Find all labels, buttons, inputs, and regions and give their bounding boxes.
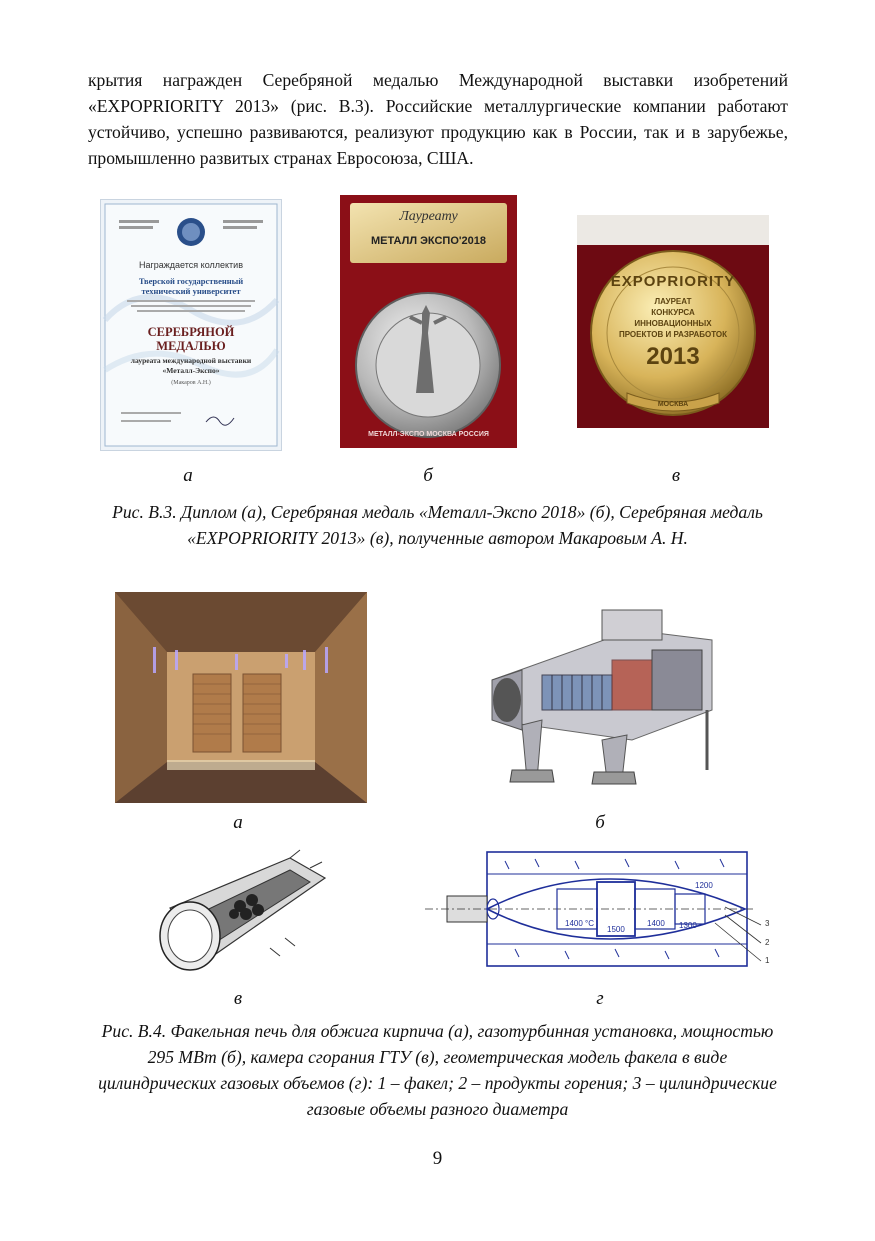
callout-2: 2 — [765, 938, 770, 947]
combustion-chamber-image — [150, 848, 330, 976]
diploma-org: Тверской государственный технический университет — [138, 276, 244, 296]
diploma-award: СЕРЕБРЯНОЙ МЕДАЛЬЮ — [147, 325, 235, 353]
diploma-heading: Награждается коллектив — [138, 260, 243, 270]
diploma-author: (Макаров А.Н.) — [171, 380, 211, 386]
brick-kiln-photo — [115, 592, 367, 803]
medal-c-year: 2013 — [646, 343, 700, 370]
medal-c-line1: ЛАУРЕАТ — [654, 297, 692, 306]
page-number: 9 — [432, 1148, 443, 1169]
medal-plaque-top: Лауреату — [399, 209, 458, 224]
callout-3: 3 — [765, 919, 770, 928]
medal-c-line2: КОНКУРСА — [651, 308, 695, 317]
gas-turbine-image — [482, 590, 724, 790]
metall-expo-medal-image — [340, 195, 517, 448]
diploma-image — [100, 199, 282, 451]
figure-b4-caption: Рис. В.4. Факельная печь для обжига кирпича (а), газотурбинная установка, мощностью 295 МВт (б), камера сгорания ГТУ (в), геометрическая модель факела в виде цилиндрических газовых объемов (г): 1 – факел; 2 – продукты горения; 3 – цилиндрические газовые объемы разного диаметра — [98, 1021, 777, 1119]
figure-b3-label-c: в — [671, 465, 681, 486]
medal-c-arc-text: EXPOPRIORITY — [610, 273, 736, 290]
figure-b4-label-d: г — [596, 988, 604, 1009]
figure-b3-label-b: б — [423, 465, 433, 486]
temp-label-1400: 1400 — [647, 919, 665, 928]
callout-1: 1 — [765, 956, 770, 965]
diploma-laureate: лауреата международной выставки — [130, 356, 252, 365]
temp-label-1200: 1200 — [695, 881, 713, 890]
temp-label-1300: 1300 — [679, 921, 697, 930]
figure-b4-label-c: в — [233, 988, 243, 1009]
temp-label-1400c: 1400 °C — [565, 919, 594, 928]
temp-label-1500: 1500 — [607, 925, 625, 934]
medal-c-line4: ПРОЕКТОВ И РАЗРАБОТОК — [618, 330, 728, 339]
medal-ring-text: МЕТАЛЛ-ЭКСПО МОСКВА РОССИЯ — [368, 431, 489, 438]
body-paragraph: крытия награжден Серебряной медалью Международной выставки изобретений «EXPOPRIORITY 2013» (рис. В.3). Российские металлургические компании работают устойчиво, успешно развиваются, реализуют продукцию как в России, так и в зарубежье, промышленно развитых странах Евросоюза, США. — [88, 70, 788, 168]
medal-c-line3: ИННОВАЦИОННЫХ — [634, 319, 712, 328]
figure-b4-label-a: а — [233, 812, 243, 833]
medal-plaque-bottom: МЕТАЛЛ ЭКСПО'2018 — [371, 235, 486, 247]
expopriority-medal-image — [577, 215, 769, 428]
figure-b3-label-a: а — [183, 465, 193, 486]
diploma-exhibition: «Металл-Экспо» — [162, 366, 220, 375]
flame-model-diagram — [425, 849, 785, 971]
figure-b4-label-b: б — [595, 812, 605, 833]
medal-c-ribbon: МОСКВА — [657, 401, 689, 408]
figure-b3-caption: Рис. В.3. Диплом (а), Серебряная медаль «Металл-Экспо 2018» (б), Серебряная медаль «EXPOPRIORITY 2013» (в), полученные автором Макаровым А. Н. — [112, 502, 763, 548]
